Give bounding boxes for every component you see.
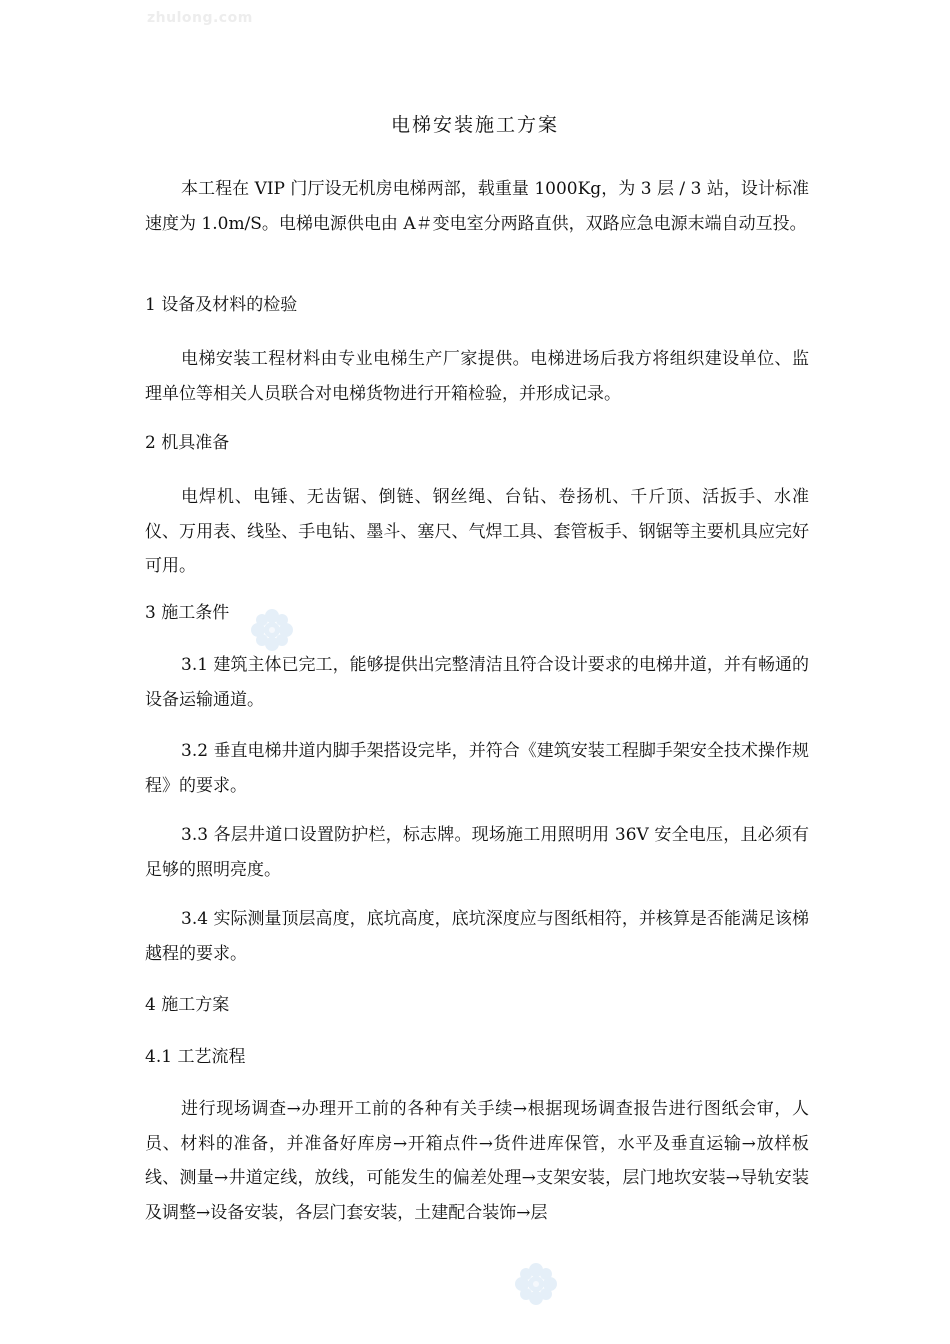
section-3-item-3: 3.3 各层井道口设置防护栏，标志牌。现场施工用照明用 36V 安全电压，且必须有足够的照明亮度。 <box>145 825 809 880</box>
section-3-item-2: 3.2 垂直电梯井道内脚手架搭设完毕，并符合《建筑安装工程脚手架安全技术操作规程》的要求。 <box>145 741 809 796</box>
section-4-1-heading: 4.1 工艺流程 <box>145 1047 246 1067</box>
intro-paragraph: 本工程在 VIP 门厅设无机房电梯两部，载重量 1000Kg，为 3 层 / 3 站，设计标准速度为 1.0m/S。电梯电源供电由 A＃变电室分两路直供，双路应急电源末端自动互投。 <box>145 179 809 234</box>
section-4-heading: 4 施工方案 <box>145 995 230 1015</box>
section-2-heading: 2 机具准备 <box>145 433 230 453</box>
section-4-1-body: 进行现场调查→办理开工前的各种有关手续→根据现场调查报告进行图纸会审，人员、材料的准备，并准备好库房→开箱点件→货件进库保管，水平及垂直运输→放样板线、测量→井道定线，放线，可能发生的偏差处理→支架安装，层门地坎安装→导轨安装及调整→设备安装，各层门套安装，土建配合装饰→层 <box>145 1099 809 1223</box>
section-3-item-1: 3.1 建筑主体已完工，能够提供出完整清洁且符合设计要求的电梯井道，并有畅通的设备运输通道。 <box>145 655 809 710</box>
section-2-body: 电焊机、电锤、无齿锯、倒链、钢丝绳、台钻、卷扬机、千斤顶、活扳手、水准仪、万用表、线坠、手电钻、墨斗、塞尺、气焊工具、套管板手、钢锯等主要机具应完好可用。 <box>145 487 809 576</box>
watermark-site-name: zhulong.com <box>147 10 253 26</box>
section-1-body: 电梯安装工程材料由专业电梯生产厂家提供。电梯进场后我方将组织建设单位、监理单位等相关人员联合对电梯货物进行开箱检验，并形成记录。 <box>145 349 809 404</box>
document-title: 电梯安装施工方案 <box>390 114 559 136</box>
watermark-flower-icon <box>514 1262 558 1306</box>
section-1-heading: 1 设备及材料的检验 <box>145 295 298 315</box>
section-3-item-4: 3.4 实际测量顶层高度，底坑高度，底坑深度应与图纸相符，并核算是否能满足该梯越程的要求。 <box>145 909 809 964</box>
section-3-heading: 3 施工条件 <box>145 603 230 623</box>
